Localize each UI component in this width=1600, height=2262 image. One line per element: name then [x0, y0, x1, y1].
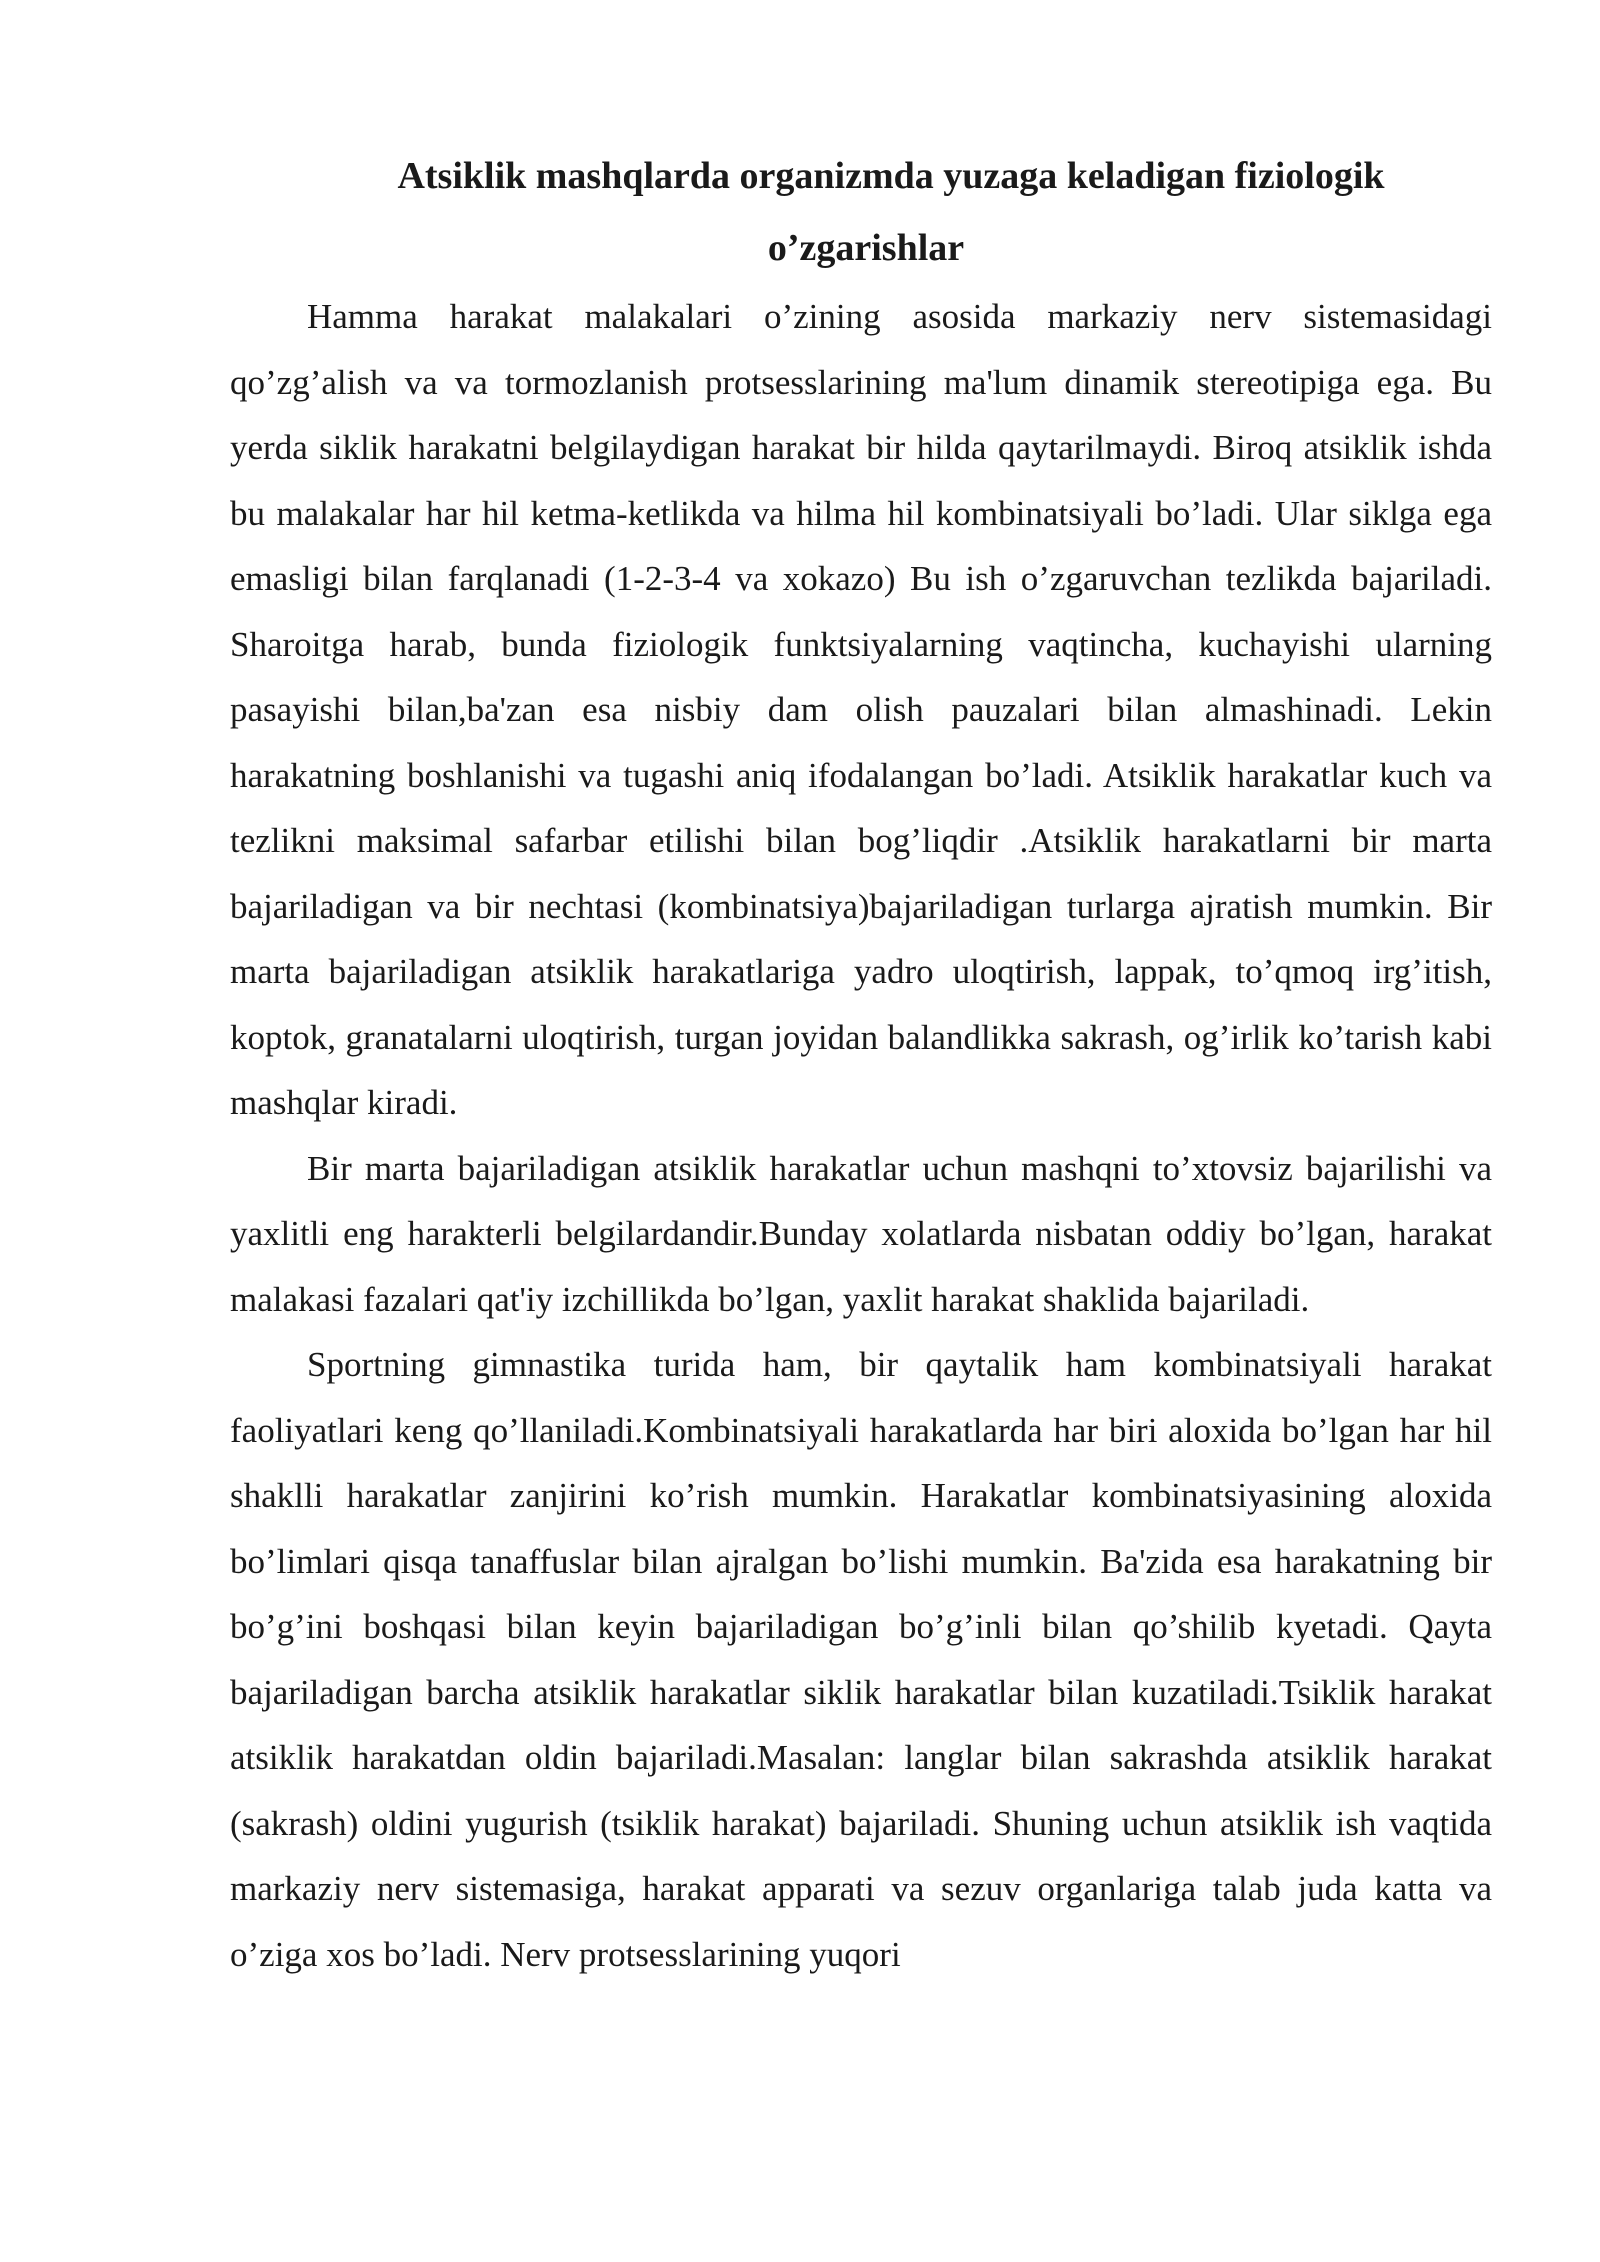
document-title: [230, 140, 1492, 284]
paragraph-3: Sportning gimnastika turida ham, bir qaytalik ham kombinatsiyali harakat faoliyatlari keng qo’llaniladi.Kombinatsiyali harakatlarda har biri aloxida bo’lgan har hil shaklli harakatlar zanjirini ko’rish mumkin. Harakatlar kombinatsiyasining aloxida bo’limlari qisqa tanaffuslar bilan ajralgan bo’lishi mumkin. Ba'zida esa harakatning bir bo’g’ini boshqasi bilan keyin bajariladigan bo’g’inli bilan qo’shilib kyetadi. Qayta bajariladigan barcha atsiklik harakatlar siklik harakatlar bilan kuzatiladi.Tsiklik harakat atsiklik harakatdan oldin bajariladi.Masalan: langlar bilan sakrashda atsiklik harakat (sakrash) oldini yugurish (tsiklik harakat) bajariladi. Shuning uchun atsiklik ish vaqtida markaziy nerv sistemasiga, harakat apparati va sezuv organlariga talab juda katta va o’ziga xos bo’ladi. Nerv protsesslarining yuqori: [230, 1345, 1492, 1974]
title-line-1: Atsiklik mashqlarda organizmda yuzaga keladigan fiziologik: [397, 155, 1385, 197]
title-line-2: o’zgarishlar: [767, 227, 965, 269]
paragraph-1: Hamma harakat malakalari o’zining asosida markaziy nerv sistemasidagi qo’zg’alish va va tormozlanish protsesslarining ma'lum dinamik stereotipiga ega. Bu yerda siklik harakatni belgilaydigan harakat bir hilda qaytarilmaydi. Biroq atsiklik ishda bu malakalar har hil ketma-ketlikda va hilma hil kombinatsiyali bo’ladi. Ular siklga ega emasligi bilan farqlanadi (1-2-3-4 va xokazo) Bu ish o’zgaruvchan tezlikda bajariladi. Sharoitga harab, bunda fiziologik funktsiyalarning vaqtincha, kuchayishi ularning pasayishi bilan,ba'zan esa nisbiy dam olish pauzalari bilan almashinadi. Lekin harakatning boshlanishi va tugashi aniq ifodalangan bo’ladi. Atsiklik harakatlar kuch va tezlikni maksimal safarbar etilishi bilan bog’liqdir .Atsiklik harakatlarni bir marta bajariladigan va bir nechtasi (kombinatsiya)bajariladigan turlarga ajratish mumkin. Bir marta bajariladigan atsiklik harakatlariga yadro uloqtirish, lappak, to’qmoq irg’itish, koptok, granatalarni uloqtirish, turgan joyidan balandlikka sakrash, og’irlik ko’tarish kabi mashqlar kiradi.: [230, 297, 1492, 1122]
paragraph-2: Bir marta bajariladigan atsiklik harakatlar uchun mashqni to’xtovsiz bajarilishi va yaxlitli eng harakterli belgilardandir.Bunday xolatlarda nisbatan oddiy bo’lgan, harakat malakasi fazalari qat'iy izchillikda bo’lgan, yaxlit harakat shaklida bajariladi.: [230, 1148, 1492, 1319]
document-page: [230, 140, 1492, 1987]
